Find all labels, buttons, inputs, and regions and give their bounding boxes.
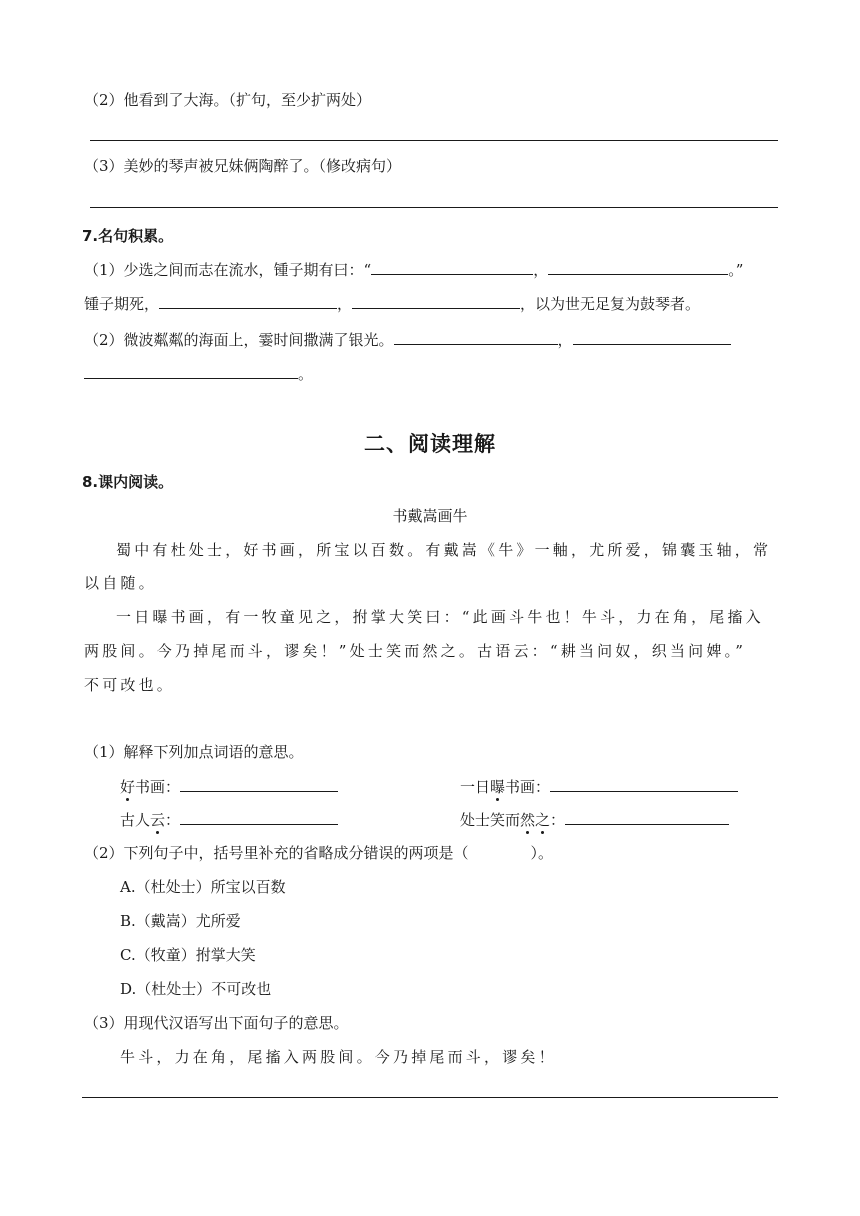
passage-title: 书戴嵩画牛 [392,507,468,525]
fill-blank[interactable] [565,808,729,825]
option-c: C.（牧童）拊掌大笑 [120,946,256,964]
fill-blank[interactable] [84,362,298,379]
passage-line: 不可改也。 [84,676,176,694]
punct: ， [557,331,573,349]
q8-title: 8.课内阅读。 [82,473,174,491]
fill-blank[interactable] [180,808,338,825]
punct: ）。 [530,844,554,862]
sub2-prompt-text: （2）下列句子中，括号里补充的省略成分错误的两项是（ [84,844,469,862]
word-item [460,775,738,797]
word-text: 一日 [460,778,491,796]
word-text: 书画： [505,778,551,796]
answer-line[interactable] [90,207,778,208]
passage-line: 以自随。 [84,574,157,592]
dotted-word: 云 [150,811,166,829]
passage-line: 两股间。今乃掉尾而斗，谬矣！”处士笑而然之。古语云：“耕当问奴，织当问婢。” [84,642,747,660]
fill-blank[interactable] [159,292,337,309]
punct: 。 [298,365,314,383]
dotted-word: 然 [520,811,536,829]
q7-l2-tail: ，以为世无足复为鼓琴者。 [520,295,701,313]
dotted-word: 好 [120,778,136,796]
fill-blank[interactable] [550,775,738,792]
word-text: ： [165,811,181,829]
option-d: D.（杜处士）不可改也 [120,980,272,998]
word-item [120,808,338,830]
q7-l3-text: （2）微波粼粼的海面上，霎时间撒满了银光。 [84,331,394,349]
word-item [120,775,338,797]
sub3-prompt: （3）用现代汉语写出下面句子的意思。 [84,1014,349,1032]
passage-line: 一日曝书画，有一牧童见之，拊掌大笑曰：“此画斗牛也！牛斗，力在角，尾搐入 [116,608,764,626]
fill-blank[interactable] [371,258,533,275]
dotted-word: 曝 [490,778,506,796]
word-text: ： [550,811,566,829]
q6-item-3: （3）美妙的琴声被兄妹俩陶醉了。（修改病句） [84,157,402,175]
answer-line[interactable] [90,140,778,141]
q7-line-1 [84,258,743,280]
fill-blank[interactable] [548,258,728,275]
dotted-word: 之 [535,811,551,829]
option-b: B.（戴嵩）尤所爱 [120,912,241,930]
q6-item-2: （2）他看到了大海。（扩句，至少扩两处） [84,91,372,109]
fill-blank[interactable] [573,328,731,345]
passage-line: 蜀中有杜处士，好书画，所宝以百数。有戴嵩《牛》一軸，尤所爱，锦囊玉轴，常 [116,541,772,559]
section-heading: 二、阅读理解 [364,432,496,456]
fill-blank[interactable] [394,328,558,345]
word-text: 古人 [120,811,151,829]
q7-l1-text: （1）少选之间而志在流水，锺子期有曰：“ [84,261,372,279]
sub3-sentence: 牛斗，力在角，尾搐入两股间。今乃掉尾而斗，谬矣！ [120,1048,557,1066]
q7-line-4 [84,362,313,384]
fill-blank[interactable] [352,292,520,309]
answer-line[interactable] [82,1097,778,1098]
q7-title: 7.名句积累。 [82,227,174,245]
option-a: A.（杜处士）所宝以百数 [120,878,286,896]
punct: 。” [728,261,744,279]
word-text: 处士笑而 [460,811,521,829]
q7-l2-text: 锺子期死， [84,295,160,313]
q7-line-2 [84,292,700,314]
q7-line-3 [84,328,731,350]
punct: ， [533,261,549,279]
word-item [460,808,729,830]
fill-blank[interactable] [180,775,338,792]
word-text: 书画： [135,778,181,796]
sub1-prompt: （1）解释下列加点词语的意思。 [84,743,304,761]
sub2-prompt [84,843,553,863]
punct: ， [337,295,353,313]
